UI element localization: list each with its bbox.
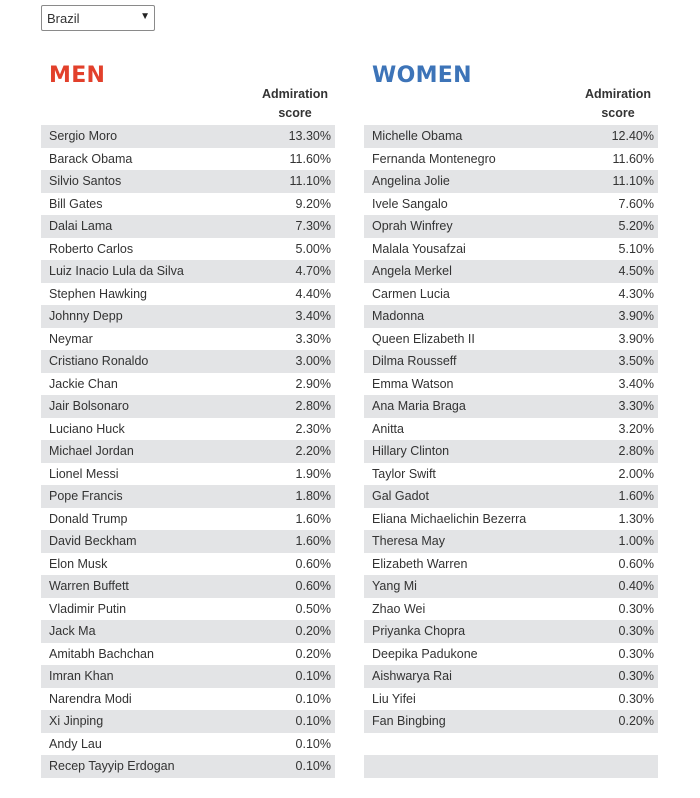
admiration-score: 3.50% <box>618 354 654 368</box>
table-row <box>364 440 658 463</box>
person-name: Oprah Winfrey <box>372 219 453 233</box>
admiration-score: 3.00% <box>295 354 331 368</box>
admiration-score: 0.10% <box>295 759 331 773</box>
admiration-score: 3.90% <box>618 331 654 346</box>
table-row <box>364 575 658 598</box>
admiration-score: 9.20% <box>295 196 331 211</box>
table-row <box>364 170 658 193</box>
person-name: Vladimir Putin <box>49 601 127 616</box>
table-row <box>41 238 335 261</box>
person-name: Donald Trump <box>49 511 128 526</box>
table-row <box>41 283 335 306</box>
person-name: Amitabh Bachchan <box>49 646 154 661</box>
country-select[interactable] <box>41 5 155 31</box>
admiration-score: 2.00% <box>618 466 654 481</box>
table-row <box>41 440 335 463</box>
table-row <box>364 665 658 688</box>
admiration-score: 0.60% <box>295 579 331 593</box>
admiration-score: 2.80% <box>618 444 654 458</box>
person-name: Anitta <box>372 421 404 436</box>
admiration-score: 2.30% <box>295 421 331 436</box>
men-table <box>41 125 335 778</box>
admiration-score: 2.80% <box>295 399 331 413</box>
table-row <box>41 395 335 418</box>
person-name: Hillary Clinton <box>372 444 450 458</box>
admiration-score: 0.20% <box>295 624 331 638</box>
table-row <box>41 350 335 373</box>
table-row <box>41 328 335 351</box>
admiration-score: 3.30% <box>618 399 654 413</box>
admiration-score: 0.30% <box>618 624 654 638</box>
admiration-score: 1.60% <box>295 511 331 526</box>
table-row <box>364 508 658 531</box>
table-row <box>41 305 335 328</box>
table-row <box>364 260 658 283</box>
admiration-score: 5.20% <box>618 219 654 233</box>
person-name: Jackie Chan <box>49 376 118 391</box>
person-name: Luiz Inacio Lula da Silva <box>49 264 184 278</box>
admiration-score: 5.00% <box>295 241 331 256</box>
admiration-score: 0.50% <box>295 601 331 616</box>
person-name: Warren Buffett <box>49 579 129 593</box>
table-row <box>41 373 335 396</box>
table-row <box>364 125 658 148</box>
admiration-score: 4.40% <box>295 286 331 301</box>
admiration-score: 1.60% <box>295 534 331 548</box>
person-name: Bill Gates <box>49 196 103 211</box>
person-name: Elon Musk <box>49 556 108 571</box>
table-row <box>364 553 658 576</box>
table-row <box>41 148 335 171</box>
person-name: Luciano Huck <box>49 421 125 436</box>
person-name: Zhao Wei <box>372 601 426 616</box>
person-name: Dilma Rousseff <box>372 354 457 368</box>
table-row <box>364 620 658 643</box>
admiration-score: 0.30% <box>618 601 654 616</box>
table-row <box>41 665 335 688</box>
person-name: Liu Yifei <box>372 691 416 706</box>
table-row <box>364 148 658 171</box>
table-row <box>364 283 658 306</box>
table-row <box>364 710 658 733</box>
admiration-score: 3.40% <box>618 376 654 391</box>
table-row <box>41 733 335 756</box>
women-score-header-line1: Admiration <box>585 87 651 101</box>
admiration-score: 5.10% <box>618 241 654 256</box>
table-row <box>364 643 658 666</box>
admiration-score: 13.30% <box>288 129 331 143</box>
person-name: Elizabeth Warren <box>372 556 468 571</box>
table-row <box>41 418 335 441</box>
men-heading: MEN <box>49 63 106 88</box>
table-row <box>41 755 335 778</box>
person-name: Dalai Lama <box>49 219 113 233</box>
table-row <box>41 125 335 148</box>
admiration-score: 3.40% <box>295 309 331 323</box>
admiration-score: 1.60% <box>618 489 654 503</box>
table-row <box>364 530 658 553</box>
person-name: Jack Ma <box>49 624 96 638</box>
person-name: Imran Khan <box>49 669 114 683</box>
admiration-score: 11.60% <box>289 151 331 166</box>
admiration-score: 4.70% <box>295 264 331 278</box>
person-name: Lionel Messi <box>49 466 119 481</box>
table-row <box>41 463 335 486</box>
admiration-score: 1.00% <box>618 534 654 548</box>
admiration-score: 4.50% <box>618 264 654 278</box>
admiration-score: 0.10% <box>295 691 331 706</box>
table-row <box>41 485 335 508</box>
admiration-score: 4.30% <box>618 286 654 301</box>
admiration-score: 0.20% <box>618 714 654 728</box>
table-row <box>364 305 658 328</box>
person-name: David Beckham <box>49 534 137 548</box>
admiration-score: 3.20% <box>618 421 654 436</box>
women-score-header-line2: score <box>601 106 635 120</box>
person-name: Angelina Jolie <box>372 174 450 188</box>
admiration-score: 0.30% <box>618 691 654 706</box>
person-name: Silvio Santos <box>49 174 122 188</box>
admiration-score: 11.60% <box>612 151 654 166</box>
person-name: Jair Bolsonaro <box>49 399 129 413</box>
admiration-score: 1.90% <box>295 466 331 481</box>
admiration-score: 1.80% <box>295 489 331 503</box>
person-name: Angela Merkel <box>372 264 452 278</box>
person-name: Johnny Depp <box>49 309 123 323</box>
person-name: Recep Tayyip Erdogan <box>49 759 175 773</box>
table-row <box>364 373 658 396</box>
admiration-score: 0.60% <box>618 556 654 571</box>
person-name: Taylor Swift <box>372 466 436 481</box>
person-name: Neymar <box>49 331 93 346</box>
person-name: Michael Jordan <box>49 444 134 458</box>
table-row <box>364 485 658 508</box>
person-name: Sergio Moro <box>49 129 118 143</box>
admiration-score: 1.30% <box>618 511 654 526</box>
table-row <box>364 733 658 756</box>
table-row <box>41 598 335 621</box>
person-name: Madonna <box>372 309 425 323</box>
admiration-score: 11.10% <box>612 174 654 188</box>
table-row <box>364 193 658 216</box>
person-name: Queen Elizabeth II <box>372 331 475 346</box>
table-row <box>364 463 658 486</box>
person-name: Ana Maria Braga <box>372 399 466 413</box>
table-row <box>364 755 658 778</box>
table-row <box>364 688 658 711</box>
table-row <box>364 395 658 418</box>
admiration-score: 0.20% <box>295 646 331 661</box>
person-name: Michelle Obama <box>372 129 463 143</box>
admiration-score: 0.30% <box>618 646 654 661</box>
country-select-value: Brazil <box>47 11 80 26</box>
women-table <box>364 125 658 778</box>
person-name: Aishwarya Rai <box>372 669 452 683</box>
person-name: Gal Gadot <box>372 489 429 503</box>
admiration-score: 11.10% <box>289 174 331 188</box>
table-row <box>41 575 335 598</box>
person-name: Theresa May <box>372 534 445 548</box>
table-row <box>41 193 335 216</box>
admiration-score: 7.60% <box>618 196 654 211</box>
table-row <box>364 598 658 621</box>
table-row <box>364 328 658 351</box>
admiration-score: 12.40% <box>611 129 654 143</box>
men-score-header <box>250 85 340 123</box>
table-row <box>41 553 335 576</box>
table-row <box>41 688 335 711</box>
admiration-score: 3.30% <box>295 331 331 346</box>
person-name: Pope Francis <box>49 489 123 503</box>
person-name: Carmen Lucia <box>372 286 450 301</box>
person-name: Roberto Carlos <box>49 241 134 256</box>
table-row <box>41 530 335 553</box>
table-row <box>41 260 335 283</box>
table-row <box>41 710 335 733</box>
admiration-score: 3.90% <box>618 309 654 323</box>
person-name: Barack Obama <box>49 151 133 166</box>
women-heading: WOMEN <box>372 63 472 88</box>
men-score-header-line2: score <box>278 106 312 120</box>
person-name: Andy Lau <box>49 736 102 751</box>
admiration-score: 0.40% <box>618 579 654 593</box>
admiration-score: 2.90% <box>295 376 331 391</box>
table-row <box>41 620 335 643</box>
person-name: Stephen Hawking <box>49 286 147 301</box>
person-name: Narendra Modi <box>49 691 132 706</box>
women-score-header <box>573 85 663 123</box>
person-name: Ivele Sangalo <box>372 196 448 211</box>
person-name: Fernanda Montenegro <box>372 151 496 166</box>
admiration-score: 7.30% <box>295 219 331 233</box>
table-row <box>364 418 658 441</box>
admiration-score: 0.60% <box>295 556 331 571</box>
admiration-score: 0.30% <box>618 669 654 683</box>
table-row <box>364 215 658 238</box>
person-name: Deepika Padukone <box>372 646 478 661</box>
admiration-score: 2.20% <box>295 444 331 458</box>
table-row <box>364 238 658 261</box>
person-name: Yang Mi <box>372 579 417 593</box>
person-name: Xi Jinping <box>49 714 104 728</box>
table-row <box>41 643 335 666</box>
person-name: Eliana Michaelichin Bezerra <box>372 511 527 526</box>
table-row <box>41 508 335 531</box>
admiration-score: 0.10% <box>295 669 331 683</box>
admiration-score: 0.10% <box>295 714 331 728</box>
caret-down-icon[interactable]: ▼ <box>140 11 150 22</box>
admiration-score: 0.10% <box>295 736 331 751</box>
person-name: Emma Watson <box>372 376 454 391</box>
person-name: Priyanka Chopra <box>372 624 466 638</box>
person-name: Fan Bingbing <box>372 714 446 728</box>
table-row <box>41 215 335 238</box>
table-row <box>41 170 335 193</box>
men-score-header-line1: Admiration <box>262 87 328 101</box>
table-row <box>364 350 658 373</box>
person-name: Cristiano Ronaldo <box>49 354 149 368</box>
person-name: Malala Yousafzai <box>372 241 466 256</box>
